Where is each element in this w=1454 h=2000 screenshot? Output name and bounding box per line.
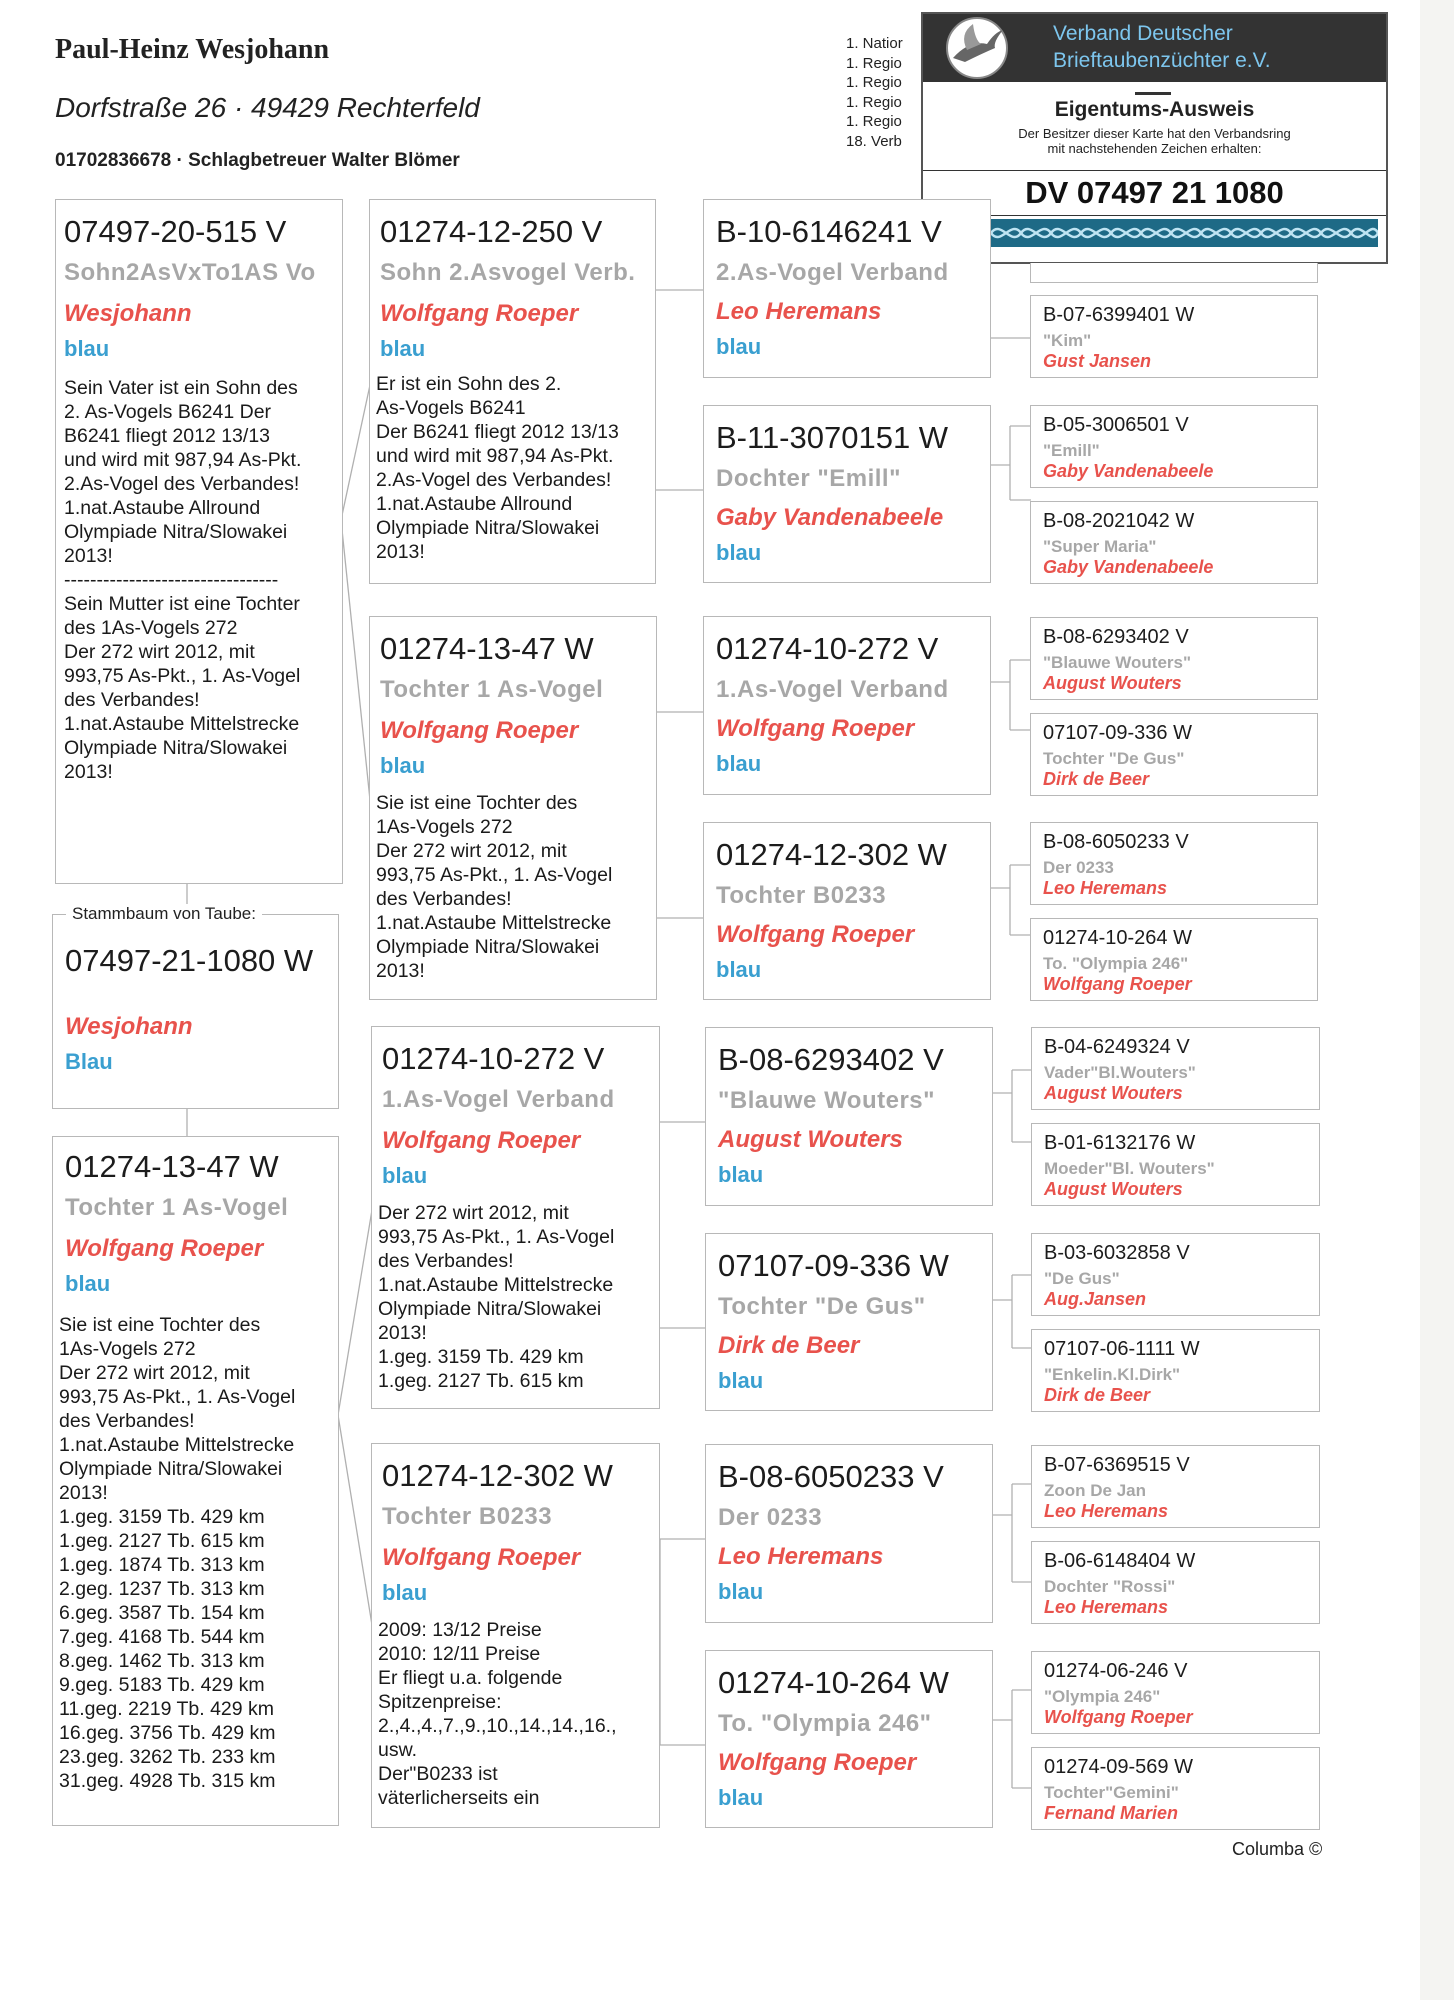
breeder-name: Gaby Vandenabeele [1043,557,1214,577]
pigeon-name: "Enkelin.Kl.Dirk" [1044,1365,1181,1384]
breeder-name: Leo Heremans [1044,1501,1169,1521]
pigeon-name: 2.As-Vogel Verband [716,259,949,286]
pigeon-color: blau [716,334,762,359]
ring-number: B-11-3070151 W [716,420,949,455]
pigeon-color: blau [718,1162,764,1187]
great-grandparent-card [705,1444,993,1623]
breeder-name: Wolfgang Roeper [380,300,579,327]
breeder-name: Gaby Vandenabeele [1043,461,1214,481]
owner-name: Paul-Heinz Wesjohann [55,34,330,65]
note-line: 1. Regio [846,54,902,72]
breeder-name: Gust Jansen [1043,351,1152,371]
ring-number: 01274-13-47 W [65,1149,279,1184]
breeder-name: Leo Heremans [1044,1597,1169,1617]
card-text-line: Der Besitzer dieser Karte hat den Verbandsring [1018,126,1291,141]
pigeon-color: blau [380,336,426,361]
pigeon-description: Der 272 wirt 2012, mit 993,75 As-Pkt., 1. As-Vogel des Verbandes! 1.nat.Astaube Mittelstrecke Olympiade Nitra/Slowakei 2013! 1.geg. 3159 Tb. 429 km 1.geg. 2127 Tb. 615 km [378,1202,615,1392]
great-grandparent-card [703,199,991,378]
software-credit: Columba © [1232,1839,1323,1859]
breeder-name: Wolfgang Roeper [380,717,579,744]
note-line: 1. Regio [846,113,902,130]
pigeon-name: Der 0233 [718,1504,823,1531]
breeder-name: Wolfgang Roeper [382,1127,581,1154]
card-text-line: mit nachstehenden Zeichen erhalten: [1047,141,1262,156]
breeder-name: August Wouters [1044,1083,1183,1103]
card-header-band [923,14,1386,82]
note-line: 1. Regio [846,93,902,111]
pigeon-description: 2009: 13/12 Preise 2010: 12/11 Preise Er fliegt u.a. folgende Spitzenpreise: 2.,4.,4.,7.,9.,10.,14.,14.,16., usw. Der"B0233 ist väterlicherseits ein [378,1619,617,1809]
breeder-name: Leo Heremans [718,1543,884,1570]
breeder-name: Wolfgang Roeper [1043,974,1192,994]
pigeon-color: blau [382,1580,428,1605]
note-line: 1. Natior [846,35,903,52]
gg-grandparent-card [1031,1233,1320,1316]
pigeon-name: Dochter "Rossi" [1044,1577,1176,1596]
pigeon-name: "De Gus" [1044,1269,1120,1288]
pigeon-color: blau [718,1579,764,1604]
ring-number: B-05-3006501 V [1043,414,1189,436]
ring-number: B-04-6249324 V [1044,1036,1190,1058]
pigeon-name: Sohn2AsVxTo1AS Vo [64,259,316,286]
ring-number: B-08-6293402 V [718,1042,944,1077]
card-divider [1135,92,1171,95]
ring-number: B-08-6050233 V [718,1459,944,1494]
ring-number: 01274-10-264 W [718,1665,949,1700]
card-org-line: Verband Deutscher [1053,22,1233,45]
card-org-line: Brieftaubenzüchter e.V. [1053,49,1271,72]
pigeon-name: Sohn 2.Asvogel Verb. [380,259,636,286]
grandparent-card [371,1443,660,1828]
card-organization [1053,20,1271,74]
pigeon-color: blau [716,751,762,776]
subject-card [52,914,339,1109]
pigeon-color: blau [718,1785,764,1810]
owner-phone: 01702836678 · Schlagbetreuer Walter Blömer [55,150,460,171]
pigeon-name: Tochter"Gemini" [1044,1783,1179,1802]
great-grandparent-card [703,616,991,795]
breeder-name: Wolfgang Roeper [65,1235,264,1262]
ring-number: B-03-6032858 V [1044,1242,1190,1264]
great-grandparent-card [703,405,991,583]
ring-number: B-07-6369515 V [1044,1454,1190,1476]
pigeon-color: blau [64,336,110,361]
ring-number: 01274-06-246 V [1044,1660,1188,1682]
ring-number: 01274-12-250 V [380,214,603,249]
gg-grandparent-card [1030,295,1318,378]
gg-grandparent-card [1030,501,1318,584]
ring-number: B-08-2021042 W [1043,510,1195,532]
gg-grandparent-card [1031,1123,1320,1206]
pigeon-color: blau [716,957,762,982]
pigeon-name: "Olympia 246" [1044,1687,1161,1706]
ring-number: B-08-6050233 V [1043,831,1189,853]
note-line: 1. Regio [846,74,902,91]
pigeon-name: Dochter "Emill" [716,465,901,492]
pigeon-name: To. "Olympia 246" [718,1710,932,1737]
ring-number: 01274-12-302 W [716,837,947,872]
pigeon-name: 1.As-Vogel Verband [716,676,949,703]
pigeon-name: Tochter "De Gus" [1043,749,1185,768]
gg-grandparent-card [1031,1541,1320,1624]
pigeon-name: "Emill" [1043,441,1100,460]
pigeon-name: Der 0233 [1043,858,1114,877]
gg-grandparent-card [1030,263,1318,283]
ring-number: B-08-6293402 V [1043,626,1189,648]
breeder-name: Wesjohann [65,1013,193,1040]
card-pattern-band [931,219,1378,247]
great-grandparent-card [705,1027,993,1206]
breeder-name: Wolfgang Roeper [716,921,915,948]
card-title: Eigentums-Ausweis [1054,98,1255,121]
ring-number: 07497-20-515 V [64,214,287,249]
breeder-name: August Wouters [1044,1179,1183,1199]
grandparent-card [369,616,657,1000]
pigeon-name: Tochter 1 As-Vogel [380,676,604,703]
pigeon-description: Sein Vater ist ein Sohn des 2. As-Vogels B6241 Der B6241 fliegt 2012 13/13 und wird mit 987,94 As-Pkt. 2.As-Vogel des Verbandes! 1.nat.Astaube Allround Olympiade Nitra/Slowakei 2013! --------------------------------- Sein Mutter ist eine Tochter des 1As-Vogels 272 Der 272 wirt 2012, mit 993,75 As-Pkt., 1. As-Vogel des Verbandes! 1.nat.Astaube Mittelstrecke Olympiade Nitra/Slowakei 2013! [64,377,302,783]
pigeon-description: Sie ist eine Tochter des 1As-Vogels 272 Der 272 wirt 2012, mit 993,75 As-Pkt., 1. As-Vogel des Verbandes! 1.nat.Astaube Mittelstrecke Olympiade Nitra/Slowakei 2013! 1.geg. 3159 Tb. 429 km 1.geg. 2127 Tb. 615 km 1.geg. 1874 Tb. 313 km 2.geg. 1237 Tb. 313 km 6.geg. 3587 Tb. 154 km 7.geg. 4168 Tb. 544 km 8.geg. 1462 Tb. 313 km 9.geg. 5183 Tb. 429 km 11.geg. 2219 Tb. 429 km 16.geg. 3756 Tb. 429 km 23.geg. 3262 Tb. 233 km 31.geg. 4928 Tb. 315 km [59,1314,296,1792]
pigeon-name: Tochter 1 As-Vogel [65,1194,289,1221]
ring-number: B-06-6148404 W [1044,1550,1196,1572]
pigeon-name: Zoon De Jan [1044,1481,1147,1500]
gg-grandparent-card [1030,918,1318,1001]
pigeon-description: Sie ist eine Tochter des 1As-Vogels 272 Der 272 wirt 2012, mit 993,75 As-Pkt., 1. As-Vogel des Verbandes! 1.nat.Astaube Mittelstrecke Olympiade Nitra/Slowakei 2013! [376,792,613,982]
pedigree-label: Stammbaum von Taube: [66,904,262,924]
breeder-name: Wolfgang Roeper [382,1544,581,1571]
pigeon-name: Tochter B0233 [716,882,887,909]
breeder-name: Dirk de Beer [1043,769,1150,789]
breeder-name: Dirk de Beer [1044,1385,1151,1405]
card-description [923,126,1386,156]
pigeon-name: "Blauwe Wouters" [718,1087,936,1114]
pigeon-name: "Kim" [1043,331,1092,350]
pigeon-color: blau [65,1271,111,1296]
gg-grandparent-card [1031,1329,1320,1412]
gg-grandparent-card [1031,1747,1320,1830]
ring-number: 01274-10-272 V [716,631,939,666]
subject-ring-number: 07497-21-1080 W [65,943,314,978]
gg-grandparent-card [1031,1027,1320,1110]
breeder-name: Leo Heremans [716,298,882,325]
ring-number: 01274-12-302 W [382,1458,613,1493]
gg-grandparent-card [1030,617,1318,700]
ring-number: B-01-6132176 W [1044,1132,1196,1154]
breeder-name: Wolfgang Roeper [1044,1707,1193,1727]
pigeon-name: To. "Olympia 246" [1043,954,1189,973]
breeder-name: Wesjohann [64,300,192,327]
pigeon-name: Tochter B0233 [382,1503,553,1530]
breeder-name: Fernand Marien [1044,1803,1179,1823]
breeder-name: Aug.Jansen [1044,1289,1147,1309]
pigeon-name: 1.As-Vogel Verband [382,1086,615,1113]
gg-grandparent-card [1031,1651,1320,1734]
pigeon-description: Er ist ein Sohn des 2. As-Vogels B6241 Der B6241 fliegt 2012 13/13 und wird mit 987,94 As-Pkt. 2.As-Vogel des Verbandes! 1.nat.Astaube Allround Olympiade Nitra/Slowakei 2013! [376,373,619,563]
breeder-name: Wolfgang Roeper [716,715,915,742]
breeder-name: August Wouters [1043,673,1182,693]
ring-number: 07107-06-1111 W [1044,1338,1200,1360]
great-grandparent-card [705,1650,993,1828]
breeder-name: Dirk de Beer [718,1332,860,1359]
mother-card [52,1136,339,1826]
grandparent-card [369,199,656,584]
owner-address: Dorfstraße 26 · 49429 Rechterfeld [55,92,480,123]
breeder-name: August Wouters [718,1126,903,1153]
gg-grandparent-card [1030,713,1318,796]
pigeon-name: Moeder"Bl. Wouters" [1044,1159,1215,1178]
pigeon-color: Blau [65,1049,113,1074]
ring-number: 01274-09-569 W [1044,1756,1193,1778]
gg-grandparent-card [1030,822,1318,905]
pigeon-color: blau [382,1163,428,1188]
ring-number: 01274-10-272 V [382,1041,605,1076]
great-grandparent-card [703,822,991,1000]
pigeon-name: Vader"Bl.Wouters" [1044,1063,1196,1082]
note-line: 18. Verb [846,132,902,150]
pigeon-color: blau [380,753,426,778]
ownership-card [921,12,1388,264]
breeder-name: Gaby Vandenabeele [716,504,944,531]
pigeon-color: blau [718,1368,764,1393]
card-ring-number: DV 07497 21 1080 [923,170,1386,216]
grandparent-card [371,1026,660,1409]
father-card [55,199,343,884]
gg-grandparent-card [1031,1445,1320,1528]
ring-number: B-07-6399401 W [1043,304,1195,326]
ring-number: 01274-10-264 W [1043,927,1192,949]
pigeon-color: blau [716,540,762,565]
pigeon-name: Tochter "De Gus" [718,1293,926,1320]
ring-number: B-10-6146241 V [716,214,942,249]
breeder-name: Wolfgang Roeper [718,1749,917,1776]
gg-grandparent-card [1030,405,1318,488]
pigeon-logo-icon [929,14,1029,80]
pigeon-name: "Super Maria" [1043,537,1157,556]
ring-number: 07107-09-336 W [718,1248,949,1283]
ring-number: 01274-13-47 W [380,631,594,666]
breeder-name: Leo Heremans [1043,878,1168,898]
great-grandparent-card [705,1233,993,1411]
ring-number: 07107-09-336 W [1043,722,1192,744]
pigeon-name: "Blauwe Wouters" [1043,653,1192,672]
achievement-notes [846,34,903,151]
